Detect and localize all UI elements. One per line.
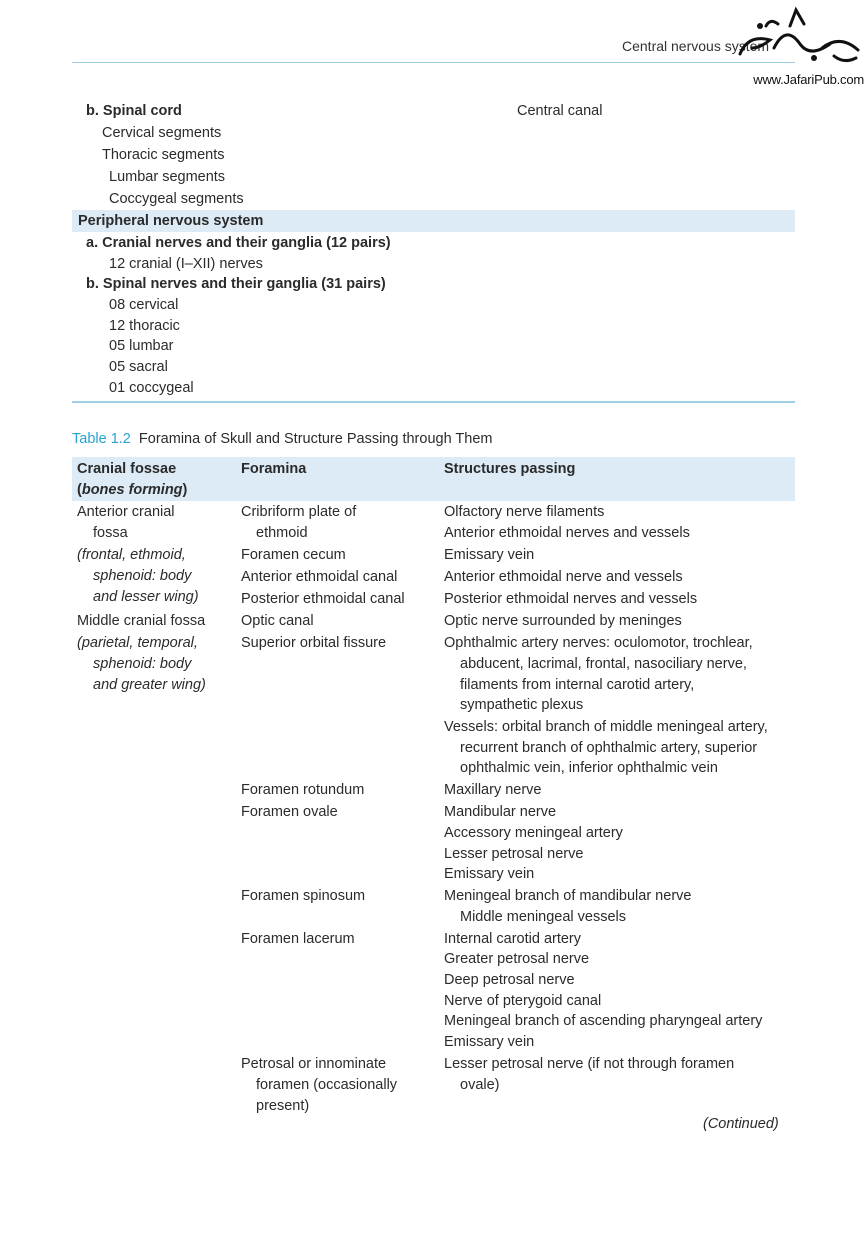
publisher-url: www.JafariPub.com — [753, 72, 864, 87]
structure-cell: Mandibular nerve — [444, 804, 557, 820]
foramen-cell: Anterior ethmoidal canal — [241, 569, 398, 585]
structure-cell: Nerve of pterygoid canal — [444, 993, 602, 1009]
fossa-bones-cell: (parietal, temporal, — [77, 635, 198, 651]
foramen-cell: ethmoid — [256, 525, 308, 541]
structure-cell: Anterior ethmoidal nerves and vessels — [444, 525, 690, 541]
foramen-cell: Cribriform plate of — [241, 504, 357, 520]
structure-cell: Emissary vein — [444, 866, 535, 882]
structure-cell: Posterior ethmoidal nerves and vessels — [444, 591, 698, 607]
structure-cell: Olfactory nerve filaments — [444, 504, 605, 520]
structure-cell: Emissary vein — [444, 1034, 535, 1050]
table-caption — [72, 431, 492, 447]
table-bottom-rule — [72, 401, 795, 403]
cranial-nerves-item: 12 cranial (I–XII) nerves — [109, 256, 263, 272]
col1-header-sub: (bones forming) — [77, 482, 188, 498]
foramen-cell: Foramen spinosum — [241, 888, 366, 904]
foramen-cell: Foramen lacerum — [241, 931, 355, 947]
foramen-cell: Foramen cecum — [241, 547, 346, 563]
continued-note: (Continued) — [703, 1116, 779, 1132]
structure-cell: ovale) — [460, 1077, 500, 1093]
central-canal-text: Central canal — [517, 103, 603, 119]
structure-cell: ophthalmic vein, inferior ophthalmic vein — [460, 760, 718, 776]
structure-cell: Lesser petrosal nerve (if not through foramen — [444, 1056, 735, 1072]
foramen-cell: foramen (occasionally — [256, 1077, 398, 1093]
structure-cell: Internal carotid artery — [444, 931, 582, 947]
fossa-cell: fossa — [93, 525, 128, 541]
calligraphy-logo-icon — [730, 4, 864, 74]
structure-cell: Meningeal branch of mandibular nerve — [444, 888, 692, 904]
table-caption-text: Foramina of Skull and Structure Passing through Them — [138, 431, 493, 447]
structure-cell: recurrent branch of ophthalmic artery, superior — [460, 740, 758, 756]
structure-cell: Deep petrosal nerve — [444, 972, 575, 988]
fossa-cell: Anterior cranial — [77, 504, 175, 520]
foramen-cell: Optic canal — [241, 613, 314, 629]
spinal-nerve-item: 05 lumbar — [109, 338, 174, 354]
segment-item: Cervical segments — [102, 125, 222, 141]
col1-header: Cranial fossae — [77, 461, 177, 477]
structure-cell: Meningeal branch of ascending pharyngeal artery — [444, 1013, 763, 1029]
table-caption-label: Table 1.2 — [72, 431, 131, 447]
foramen-cell: present) — [256, 1098, 310, 1114]
fossa-cell: Middle cranial fossa — [77, 613, 206, 629]
segment-item: Coccygeal segments — [109, 191, 244, 207]
foramen-cell: Foramen rotundum — [241, 782, 365, 798]
publisher-logo — [730, 4, 864, 92]
segment-item: Thoracic segments — [102, 147, 225, 163]
fossa-bones-cell: and greater wing) — [93, 677, 206, 693]
structure-cell: abducent, lacrimal, frontal, nasociliary nerve, — [460, 656, 747, 672]
structure-cell: Maxillary nerve — [444, 782, 542, 798]
pns-heading: Peripheral nervous system — [78, 213, 264, 229]
col2-header: Foramina — [241, 461, 307, 477]
structure-cell: sympathetic plexus — [460, 697, 584, 713]
fossa-bones-cell: sphenoid: body — [93, 656, 192, 672]
structure-cell: Ophthalmic artery nerves: oculomotor, trochlear, — [444, 635, 753, 651]
structure-cell: Greater petrosal nerve — [444, 951, 590, 967]
fossa-bones-cell: and lesser wing) — [93, 589, 199, 605]
header-rule — [72, 62, 795, 63]
fossa-bones-cell: sphenoid: body — [93, 568, 192, 584]
structure-cell: Vessels: orbital branch of middle meningeal artery, — [444, 719, 768, 735]
running-title: Central nervous system — [622, 38, 770, 54]
foramen-cell: Foramen ovale — [241, 804, 338, 820]
structure-cell: Middle meningeal vessels — [460, 909, 627, 925]
fossa-bones-cell: (frontal, ethmoid, — [77, 547, 186, 563]
spinal-nerve-item: 12 thoracic — [109, 318, 180, 334]
col3-header: Structures passing — [444, 461, 576, 477]
structure-cell: Lesser petrosal nerve — [444, 846, 584, 862]
foramen-cell: Posterior ethmoidal canal — [241, 591, 405, 607]
spinal-nerve-item: 08 cervical — [109, 297, 179, 313]
spinal-cord-heading: b. Spinal cord — [86, 103, 182, 119]
spinal-nerve-item: 05 sacral — [109, 359, 168, 375]
foramen-cell: Petrosal or innominate — [241, 1056, 387, 1072]
spinal-nerves-heading: b. Spinal nerves and their ganglia (31 pairs) — [86, 276, 386, 292]
structure-cell: Emissary vein — [444, 547, 535, 563]
segment-item: Lumbar segments — [109, 169, 226, 185]
structure-cell: Optic nerve surrounded by meninges — [444, 613, 682, 629]
spinal-nerve-item: 01 coccygeal — [109, 380, 194, 396]
structure-cell: Accessory meningeal artery — [444, 825, 623, 841]
structure-cell: filaments from internal carotid artery, — [460, 677, 695, 693]
foramen-cell: Superior orbital fissure — [241, 635, 387, 651]
structure-cell: Anterior ethmoidal nerve and vessels — [444, 569, 683, 585]
cranial-nerves-heading: a. Cranial nerves and their ganglia (12 pairs) — [86, 235, 391, 251]
